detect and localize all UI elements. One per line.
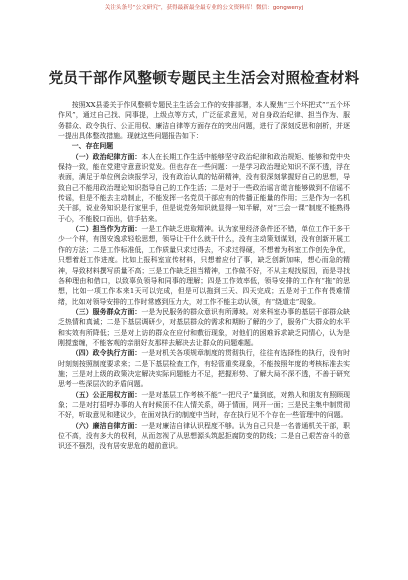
issue-paragraph-political: [58, 152, 350, 224]
section-heading: 一、存在问题: [71, 142, 114, 151]
issue-text: 一是对基层工作考核不能“一把尺子”量到底，对熟人和朋友有照顾现象；二是对打招呼办事的人有时候顶不住人情关系，碍于情面，网开一面；三是民主集中制贯彻不好，听取意见和建议少，在面对执行的制度中当时，存在执行见不个存在一些管理中的问题。: [58, 390, 350, 420]
promo-banner: 关注头条号“公文研究”，获得最新最全最专业的公文资料库！微信：gongwenyj: [104, 5, 304, 11]
issue-text: 一是对机关各项规章制度的贯彻执行，往往有选择性的执行，没有时时刻刻按照制度要求来；二是下基层检查工作，有轻管重奖现象，不能按照年度的考核标准去实施；三是对上级的政策决定解决实际问题能力不足，把握形势、了解大局不深不透，不善于研究思考一些深层次的矛盾问题。: [58, 349, 351, 389]
issue-text: 一是为民服务的群众意识有所薄坡。对来科室办事的基层干部群众缺乏热情和真诚；二是下基层调研少，对基层群众的需求和期盼了解的少了，服务广大群众的水平和实效有所降低；三是对上访的群众在应付和敷衍现象，对他们的困难诉求缺乏同情心，认为是刚搅蛮缠，不能客观的亲朋好友那样去解决去让群众的问题难题。: [58, 307, 351, 347]
document-body: [58, 100, 350, 452]
issue-text: 一是工作缺乏进取精神。认为家里经济条件还不错，单位工作干多干少一个样，有图安逸求轻松思想，领导让干什么就干什么，没有主动策划谋划，没有创新开展工作的方法；二是工作标准低，工作质量只求过得去，不求过得硬，不想着为科室工作创先争优，只想着赶工作进度。比如上报科室宣传材料，只想着应付了事，缺乏创新加味，想心而急的精神，导致材料撰写质量不高；三是工作缺乏担当精神，工作做不好，不从主观找原因，而是寻找各种理由和借口，以致辜负领导和同事的理解；四是工作效率低，领导安排的工作有“拖”的思想，比如一项工作本来1天可以完成，但是可以拖到三天、四天完成；五是对于工作有畏难情绪，比如对领导安排的工作时常感到压力大，对工作不能主动认领，有“绕道走”现象。: [58, 225, 351, 306]
intro-paragraph: 按照XX县委关于作风整顿专题民主生活会工作的安排部署，本人聚焦“三个坏把式”“五个坏作风”，通过自己找、同事提，上级点等方式，广泛征求意见，对自身政治纪律、担当作为、服务群众、政令执行、公正用权、廉洁自律等方面存在的突出问题，进行了深刻反思和剖析，并逐一提出具体整改措施。现就这些问题报告如下：: [58, 101, 350, 141]
document-title: 党员干部作风整顿专题民主生活会对照检查材料: [48, 71, 360, 87]
issue-paragraph-responsibility: [58, 224, 350, 307]
issue-paragraph-policy: [58, 348, 350, 389]
issue-label: （二）担当作为方面：: [71, 225, 142, 234]
issue-paragraph-service: [58, 307, 350, 348]
issue-text: 本人在长期工作生活中能够坚守政治纪律和政治规矩、能够和党中央保持一致，能在党建守意意识觉发。但也存在一些问题：一是学习政治理论知识不深不透，浮在表面，满足于单位例会读报学习，没有政治认真的钻研精神，没有很深刻掌握好自己的思想，导致自己不能用政治理论知识指导自己的工作生活；二是对于一些政治谣言谎言能够做到不信谣不传谣，但是不能去主动制止，不能发挥一名党员干部应有的传播正能量的作用；三是作为一名机关干部，说业务知识是行家里手，但是说党务知识就显得一知半解，对“三会一课”制度不能熟得于心，不能脱口而出，信手拈来。: [58, 152, 351, 223]
issue-paragraph-integrity: [58, 421, 350, 452]
issue-paragraph-power: [58, 390, 350, 421]
issue-label: （四）政令执行方面：: [71, 349, 142, 358]
issue-label: （六）廉洁自律方面：: [71, 421, 142, 430]
issue-label: （三）服务群众方面：: [71, 307, 142, 316]
issue-label: （五）公正用权方面：: [71, 390, 142, 399]
issue-label: （一）政治纪律方面：: [71, 152, 142, 161]
issue-text: 一是对廉洁自律认识程度不够。认为自己只是一名普通机关干部，职位不高，没有多大的权利，从而忽视了从思想源头筑起拒腐防变的防线；二是自己艰苦奋斗的意识还不强烈，没有居安思危的超前意识。: [58, 421, 351, 451]
